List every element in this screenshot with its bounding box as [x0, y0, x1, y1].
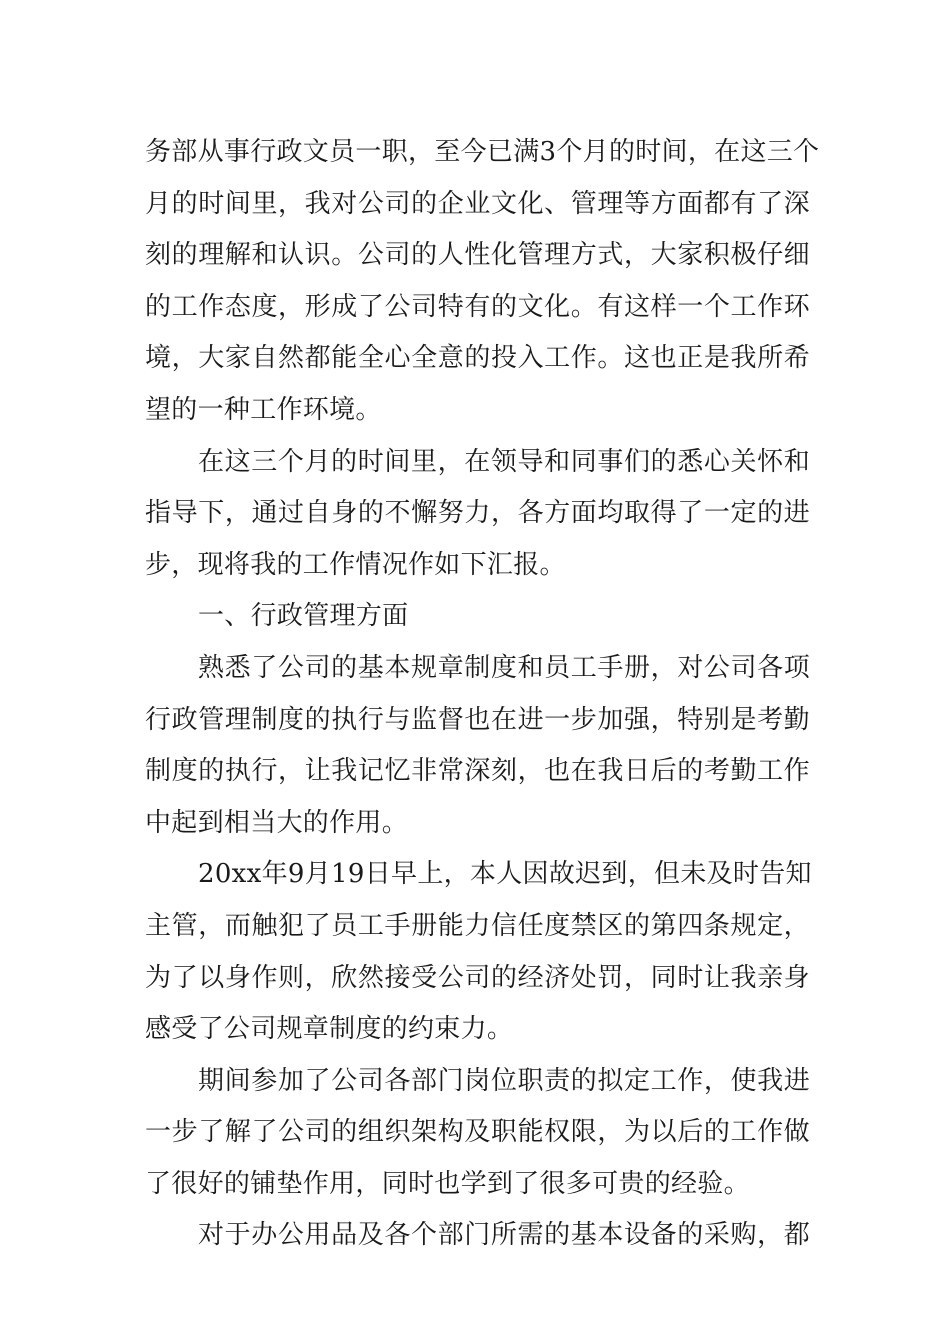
text-line: 熟悉了公司的基本规章制度和员工手册，对公司各项 [198, 652, 810, 683]
text-line: 制度的执行，让我记忆非常深刻，也在我日后的考勤工作 [145, 756, 810, 787]
text-line: 指导下，通过自身的不懈努力，各方面均取得了一定的进 [145, 498, 810, 529]
text-line: 一步了解了公司的组织架构及职能权限，为以后的工作做 [145, 1117, 810, 1148]
document-body [145, 127, 820, 1262]
text-line: 感受了公司规章制度的约束力。 [145, 1014, 514, 1045]
text-line: 对于办公用品及各个部门所需的基本设备的采购，都 [198, 1220, 810, 1251]
text-line: 行政管理制度的执行与监督也在进一步加强，特别是考勤 [145, 704, 810, 735]
text-line: 步，现将我的工作情况作如下汇报。 [145, 549, 566, 580]
text-line: 中起到相当大的作用。 [145, 807, 409, 838]
text-line: 务部从事行政文员一职，至今已满3个月的时间，在这三个 [145, 137, 820, 167]
text-line: 为了以身作则，欣然接受公司的经济处罚，同时让我亲身 [145, 962, 810, 993]
text-line: 期间参加了公司各部门岗位职责的拟定工作，使我进 [198, 1065, 810, 1096]
text-line: 境，大家自然都能全心全意的投入工作。这也正是我所希 [145, 343, 810, 374]
text-line: 在这三个月的时间里，在领导和同事们的悉心关怀和 [198, 446, 810, 477]
text-line: 一、行政管理方面 [198, 601, 409, 632]
text-line: 主管，而触犯了员工手册能力信任度禁区的第四条规定， [145, 910, 810, 941]
text-line: 的工作态度，形成了公司特有的文化。有这样一个工作环 [145, 291, 810, 322]
text-line: 20xx年9月19日早上，本人因故迟到，但未及时告知 [198, 859, 812, 890]
text-line: 月的时间里，我对公司的企业文化、管理等方面都有了深 [145, 188, 810, 219]
text-line: 刻的理解和认识。公司的人性化管理方式，大家积极仔细 [145, 240, 810, 271]
text-line: 了很好的铺垫作用，同时也学到了很多可贵的经验。 [145, 1168, 750, 1199]
text-line: 望的一种工作环境。 [145, 394, 382, 425]
